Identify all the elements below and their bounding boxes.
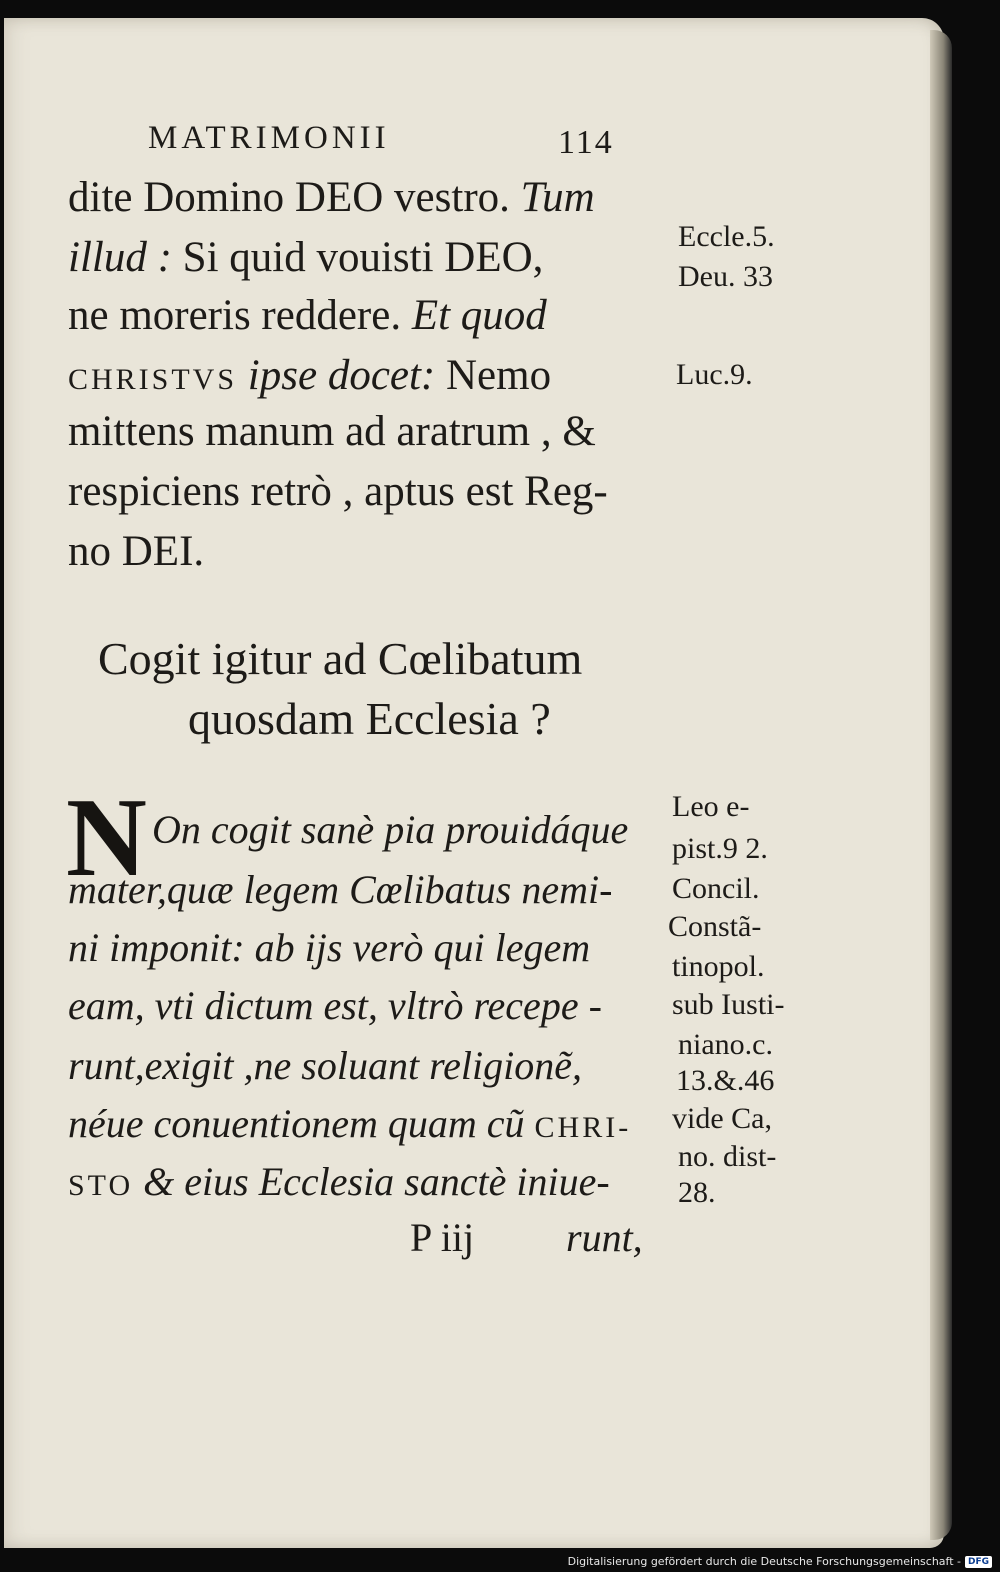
text-line-1: dite Domino DEO vestro. Tum: [68, 174, 595, 221]
answer-line-5: runt,exigit ,ne soluant religionẽ,: [68, 1043, 583, 1088]
text-line-4: CHRISTVS ipse docet: Nemo: [68, 352, 552, 399]
question-line-1: Cogit igitur ad Cœlibatum: [98, 633, 583, 684]
answer-line-6: néue conuentionem quam cũ CHRI-: [68, 1101, 632, 1146]
answer-line-7: STO & eius Ecclesia sanctè iniue-: [68, 1159, 610, 1204]
margin-note: Eccle.5.: [678, 220, 775, 253]
page-edge: [930, 30, 952, 1540]
margin-note: vide Ca,: [672, 1102, 772, 1135]
drop-cap: N: [66, 776, 147, 900]
margin-note: Leo e-: [672, 790, 750, 823]
margin-note: Concil.: [672, 872, 760, 905]
text-line-7: no DEI.: [68, 528, 205, 575]
answer-line-2: mater,quæ legem Cœlibatus nemi-: [68, 867, 613, 912]
page-number: 114: [558, 124, 614, 161]
credit-text: Digitalisierung gefördert durch die Deutsche Forschungsgemeinschaft -: [567, 1555, 961, 1568]
margin-note: Luc.9.: [676, 358, 753, 391]
answer-line-3: ni imponit: ab ijs verò qui legem: [68, 925, 591, 970]
running-title: MATRIMONII: [148, 120, 390, 156]
answer-line-1: On cogit sanè pia prouidáque: [152, 807, 629, 852]
digitization-credit: [568, 1555, 992, 1568]
margin-note: 28.: [678, 1176, 716, 1209]
margin-note: Deu. 33: [678, 260, 773, 293]
text-line-6: respiciens retrò , aptus est Reg-: [68, 468, 608, 515]
text-line-5: mittens manum ad aratrum , &: [68, 408, 596, 455]
catchword: runt,: [566, 1215, 643, 1260]
text-line-3: ne moreris reddere. Et quod: [68, 292, 547, 339]
signature-mark: P iij: [410, 1215, 475, 1260]
margin-note: pist.9 2.: [672, 832, 768, 865]
margin-note: tinopol.: [672, 950, 765, 983]
text-line-2: illud : Si quid vouisti DEO,: [68, 234, 544, 281]
margin-note: Constã-: [668, 910, 762, 943]
margin-note: sub Iusti-: [672, 988, 785, 1021]
answer-line-4: eam, vti dictum est, vltrò recepe -: [68, 983, 602, 1028]
margin-note: niano.c.: [678, 1028, 773, 1061]
question-line-2: quosdam Ecclesia ?: [188, 693, 551, 744]
margin-note: no. dist-: [678, 1140, 777, 1173]
dfg-logo: DFG: [965, 1556, 992, 1568]
margin-note: 13.&.46: [676, 1064, 775, 1097]
